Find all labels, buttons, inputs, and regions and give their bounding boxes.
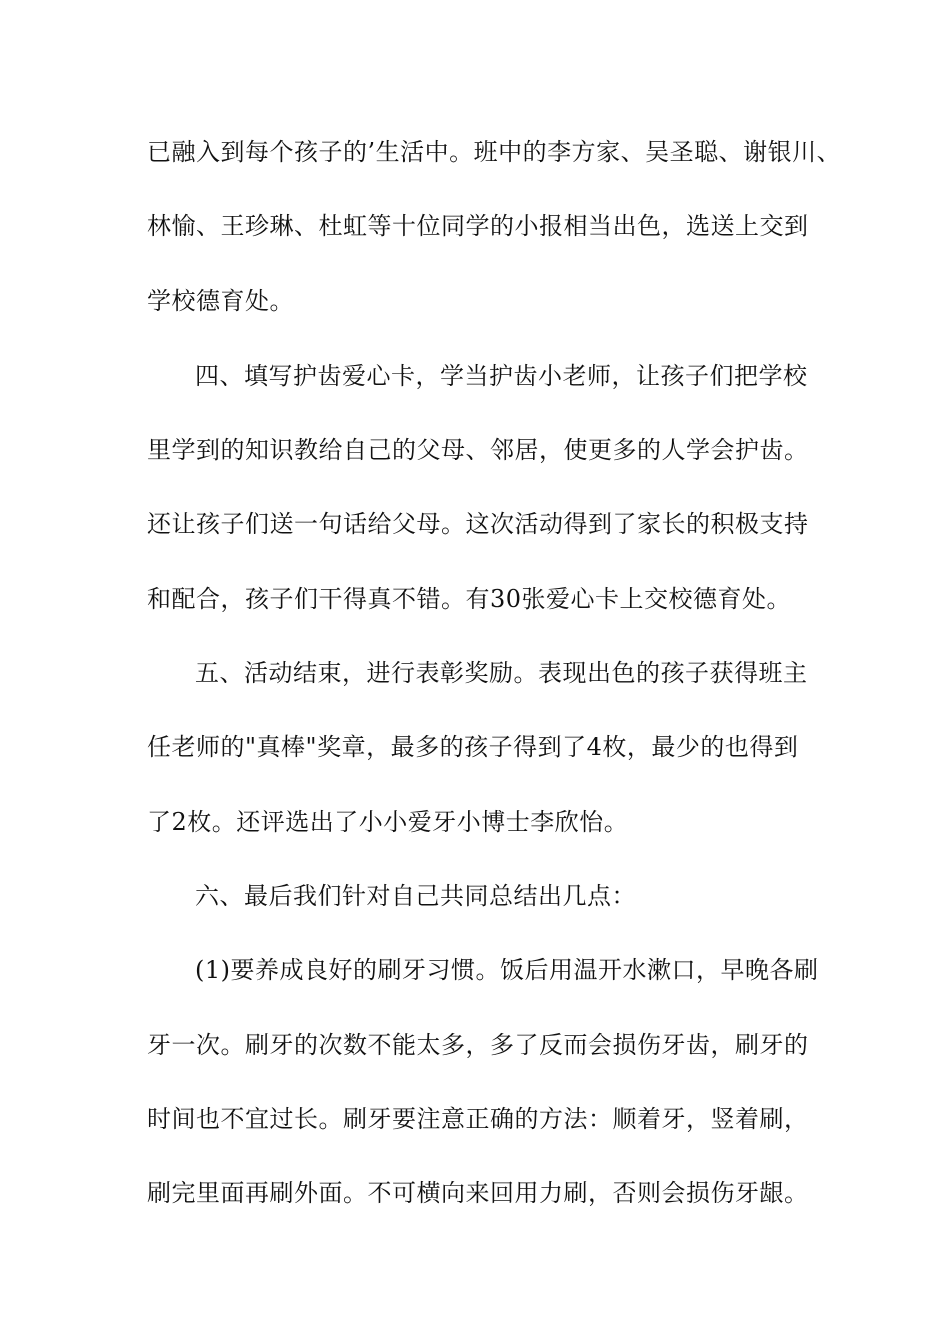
paragraph-start-line: 五、活动结束，进行表彰奖励。表现出色的孩子获得班主 (195, 659, 808, 687)
paragraph-start-line: 六、最后我们针对自己共同总结出几点： (195, 882, 636, 910)
text-line: 里学到的知识教给自己的父母、邻居，使更多的人学会护齿。 (147, 436, 809, 464)
paragraph-start-line: (1)要养成良好的刷牙习惯。饭后用温开水漱口，早晚各刷 (195, 956, 819, 984)
text-line: 还让孩子们送一句话给父母。这次活动得到了家长的积极支持 (147, 510, 809, 538)
text-line: 已融入到每个孩子的’生活中。班中的李方家、吴圣聪、谢银川、 (147, 138, 842, 166)
text-line: 任老师的"真棒"奖章，最多的孩子得到了4枚，最少的也得到 (147, 733, 799, 761)
paragraph-start-line: 四、填写护齿爱心卡，学当护齿小老师，让孩子们把学校 (195, 362, 808, 390)
text-line: 和配合，孩子们干得真不错。有30张爱心卡上交校德育处。 (147, 585, 792, 613)
text-line: 时间也不宜过长。刷牙要注意正确的方法：顺着牙，竖着刷， (147, 1105, 809, 1133)
text-line: 学校德育处。 (147, 287, 294, 315)
text-line: 牙一次。刷牙的次数不能太多，多了反而会损伤牙齿，刷牙的 (147, 1031, 809, 1059)
text-line: 了2枚。还评选出了小小爱牙小博士李欣怡。 (147, 808, 629, 836)
text-line: 刷完里面再刷外面。不可横向来回用力刷，否则会损伤牙龈。 (147, 1179, 809, 1207)
text-line: 林愉、王珍琳、杜虹等十位同学的小报相当出色，选送上交到 (147, 212, 809, 240)
